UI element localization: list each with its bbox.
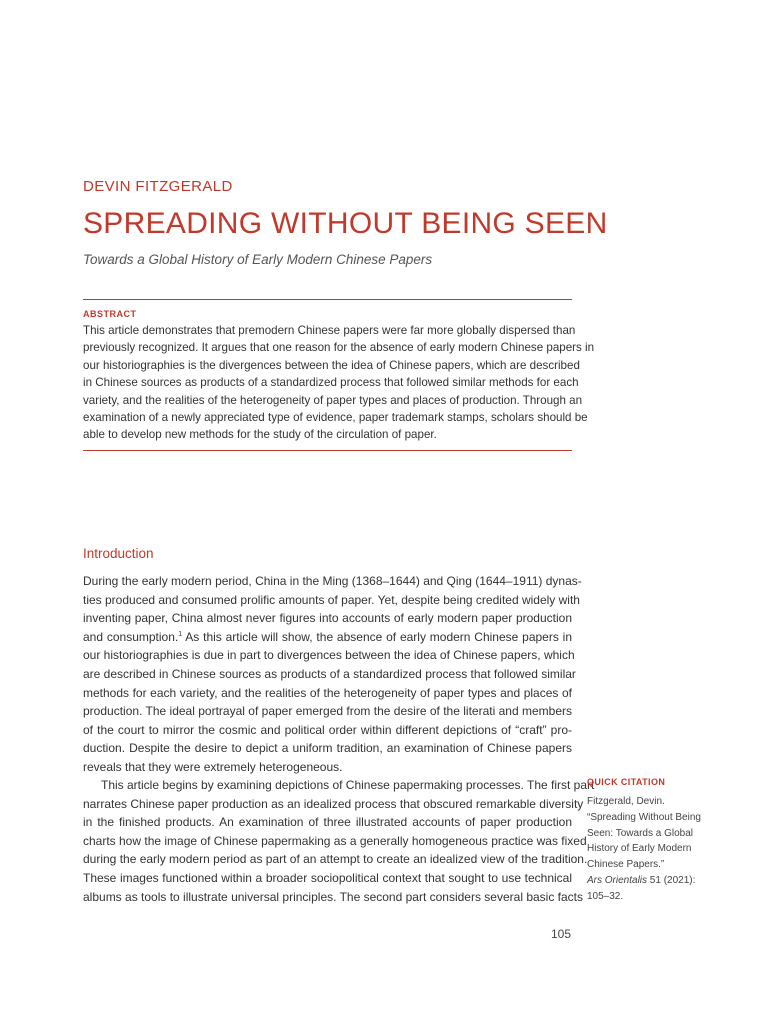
paragraph-line: inventing paper, China almost never figures into accounts of early modern paper production (83, 611, 572, 626)
abstract-line: variety, and the realities of the heterogeneity of paper types and places of production. Through an (83, 393, 583, 407)
paragraph-line: during the early modern period as part of an attempt to create an idealized view of the tradition. (83, 852, 588, 867)
abstract-line: previously recognized. It argues that one reason for the absence of early modern Chinese papers in (83, 341, 595, 355)
paragraph-line-end: As this article will show, the absence of early modern Chinese papers in (182, 629, 572, 644)
abstract-bottom-divider (83, 450, 572, 451)
paragraph-line: in the finished products. An examination of three illustrated accounts of paper production (83, 815, 572, 830)
citation-line: “Spreading Without Being (587, 811, 701, 823)
paragraph-line (83, 628, 572, 647)
page-number: 105 (551, 927, 572, 941)
citation-line: Seen: Towards a Global (587, 827, 693, 839)
paragraph-line: charts how the image of Chinese papermaking as a generally homogeneous practice was fixed (83, 833, 587, 848)
abstract-line: our historiographies is the divergences between the idea of Chinese papers, which are described (83, 358, 580, 372)
footnote-reference[interactable]: 1 (178, 630, 183, 638)
paragraph-line: are described in Chinese sources as products of a standardized process that followed similar (83, 666, 576, 681)
paragraph-line: ties produced and consumed prolific amounts of paper. Yet, despite being credited widely with (83, 592, 580, 607)
paragraph-line: During the early modern period, China in the Ming (1368–1644) and Qing (1644–1911) dynas- (83, 574, 582, 588)
paragraph-line: our historiographies is due in part to divergences between the idea of Chinese papers, which (83, 648, 575, 663)
author-name: DEVIN FITZGERALD (83, 178, 233, 195)
quick-citation-label: QUICK CITATION (587, 777, 666, 787)
introduction-heading: Introduction (83, 546, 154, 561)
citation-journal: Ars Orientalis (587, 874, 648, 886)
paragraph-line: albums as tools to illustrate universal principles. The second part considers several basic facts (83, 889, 584, 904)
abstract-text (83, 322, 595, 444)
abstract-top-divider (83, 299, 572, 300)
paragraph-line-start: and consumption. (83, 629, 179, 644)
citation-pages: 105–32. (587, 890, 624, 902)
quick-citation-text (587, 794, 717, 905)
paragraph-line: These images functioned within a broader sociopolitical context that sought to use technical (83, 870, 572, 885)
citation-line: Fitzgerald, Devin. (587, 796, 665, 807)
paragraph-line: narrates Chinese paper production as an idealized process that obscured remarkable diversity (83, 796, 584, 811)
abstract-line: able to develop new methods for the study of the circulation of paper. (83, 428, 437, 442)
abstract-label: ABSTRACT (83, 309, 137, 319)
citation-line (587, 873, 717, 889)
abstract-line: This article demonstrates that premodern Chinese papers were far more globally dispersed than (83, 324, 576, 337)
introduction-paragraph-1 (83, 572, 582, 777)
paragraph-line: of the court to mirror the cosmic and political order within different depictions of “craft” pro- (83, 722, 572, 737)
paragraph-line: This article begins by examining depictions of Chinese papermaking processes. The first part (101, 778, 595, 792)
paragraph-line: production. The ideal portrayal of paper emerged from the desire of the literati and members (83, 704, 572, 719)
citation-line: History of Early Modern (587, 843, 692, 855)
paragraph-line: methods for each variety, and the realities of the heterogeneity of paper types and places of (83, 685, 572, 700)
abstract-line: examination of a newly appreciated type of evidence, paper trademark stamps, scholars should be (83, 411, 588, 425)
article-title: SPREADING WITHOUT BEING SEEN (83, 207, 608, 240)
citation-volume: 51 (2021): (647, 874, 696, 886)
article-subtitle: Towards a Global History of Early Modern Chinese Papers (83, 252, 433, 267)
abstract-line: in Chinese sources as products of a standardized process that followed similar methods for each (83, 376, 579, 390)
paragraph-line: reveals that they were extremely heterogeneous. (83, 759, 343, 774)
citation-line: Chinese Papers.” (587, 859, 665, 871)
paragraph-line: duction. Despite the desire to depict a uniform tradition, an examination of Chinese papers (83, 741, 572, 756)
introduction-paragraph-2 (83, 776, 595, 906)
